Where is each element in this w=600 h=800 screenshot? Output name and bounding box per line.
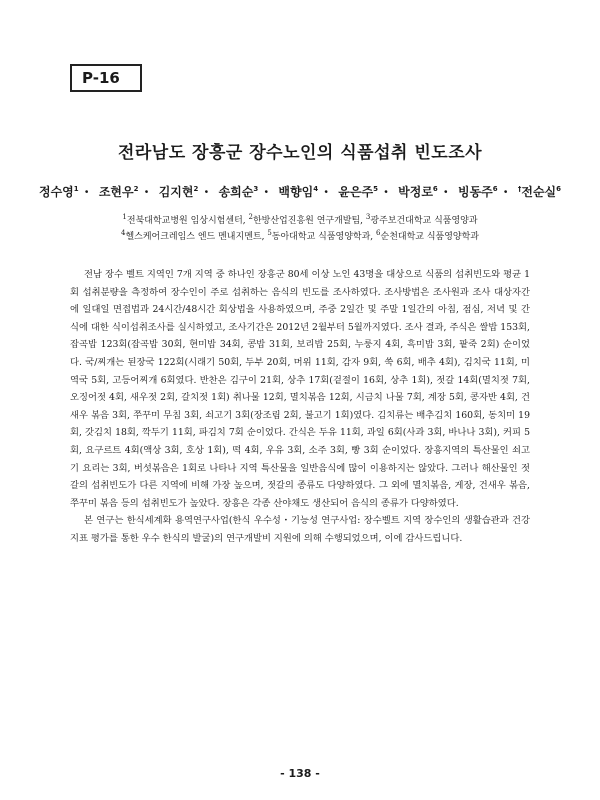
author: 빙동주$^6$ <box>458 185 498 199</box>
acknowledgement-paragraph: 본 연구는 한식세계화 용역연구사업(한식 우수성・기능성 연구사업: 장수벨트 지역 장수인의 생활습관과 건강지표 평가를 통한 우수 한식의 발굴)의 연구개발비 지원에 의해 수행되었으며, 이에 감사드립니다. <box>70 515 530 544</box>
author: 정수영$^1$ <box>38 185 79 199</box>
author: 송희순$^3$ <box>218 185 259 199</box>
abstract-body <box>70 266 530 548</box>
author: 윤은주$^5$ <box>338 185 378 199</box>
poster-number-badge: P-16 <box>70 64 142 92</box>
affiliations-line-1: $^1$전북대학교병원 임상시험센터, $^2$한방산업진흥원 연구개발팀, $^3$광주보건대학교 식품영양과 <box>122 213 478 226</box>
abstract-paragraph: 전남 장수 벨트 지역인 7개 지역 중 하나인 장흥군 80세 이상 노인 43명을 대상으로 식품의 섭취빈도와 평균 1회 섭취분량을 측정하여 장수인이 주로 섭취하는 음식의 빈도를 조사하였다. 조사방법은 조사원과 조사 대상자간에 일대일 면접법과 24시간/48시간 회상법을 사용하였으며, 주중 2일간 및 주말 1일간의 아침, 점심, 저녁 및 간식에 대한 식이섭취조사를 실시하였고, 조사기간은 2012년 2월부터 5월까지였다. 조사 결과, 주식은 쌀밥 153회, 잡곡밥 123회(잡곡밥 30회, 현미밥 34회, 콩밥 31회, 보리밥 25회, 누룽지 4회, 흑미밥 3회, 팥죽 2회) 순이었다. 국/찌개는 된장국 122회(시래기 50회, 두부 20회, 머위 11회, 감자 9회, 쑥 6회, 배추 4회), 김치국 11회, 미역국 5회, 고등어찌개 6회였다. 반찬은 김구이 21회, 상추 17회(겉절이 16회, 상추 1회), 젓갈 14회(멸치젓 7회, 오징어젓 4회, 새우젓 2회, 갈치젓 1회) 취나물 12회, 멸치볶음 12회, 시금치 나물 7회, 계장 5회, 콩자반 4회, 건새우 볶음 3회, 쭈꾸미 무침 3회, 쇠고기 3회(장조림 2회, 불고기 1회)였다. 김치류는 배추김치 160회, 동치미 19회, 갓김치 18회, 깍두기 11회, 파김치 7회 순이었다. 간식은 두유 11회, 과일 6회(사과 3회, 바나나 3회), 커피 5회, 요구르트 4회(액상 3회, 호상 1회), 떡 4회, 우유 3회, 소주 3회, 빵 3회 순이었다. 장흥지역의 특산물인 쇠고기 요리는 3회, 버섯볶음은 1회로 나타나 지역 특산물을 일반음식에 많이 이용하지는 않았다. 그러나 해산물인 젓갈의 섭취빈도가 다른 지역에 비해 가장 높으며, 젓갈의 종류도 다양하였다. 그 외에 멸치볶음, 게장, 건새우 볶음, 쭈꾸미 볶음 등의 섭취빈도가 높았다. 장흥은 각종 산야채도 생산되어 음식의 종류가 다양하였다. <box>70 269 530 509</box>
corresponding-author: †전순실$^6$ <box>517 185 562 199</box>
author: 김지현$^2$ <box>158 185 199 199</box>
author-list: 정수영$^1$ ・ 조현우$^2$ ・ 김지현$^2$ ・ 송희순$^3$ ・ 백향임$^4$ ・ 윤은주$^5$ ・ 박정로$^6$ ・ 빙동주$^6$ ・ †전순실$^6$ <box>38 185 562 199</box>
paper-title: 전라남도 장흥군 장수노인의 식품섭취 빈도조사 <box>117 143 483 163</box>
author: 조현우$^2$ <box>98 185 139 199</box>
affiliations-line-2: $^4$헬스케어크레임스 엔드 멘내지멘트, $^5$동아대학교 식품영양학과, $^6$순천대학교 식품영양학과 <box>120 229 479 242</box>
page-number: - 138 - <box>280 767 320 780</box>
author: 박정로$^6$ <box>398 185 438 199</box>
author: 백향임$^4$ <box>278 185 319 199</box>
